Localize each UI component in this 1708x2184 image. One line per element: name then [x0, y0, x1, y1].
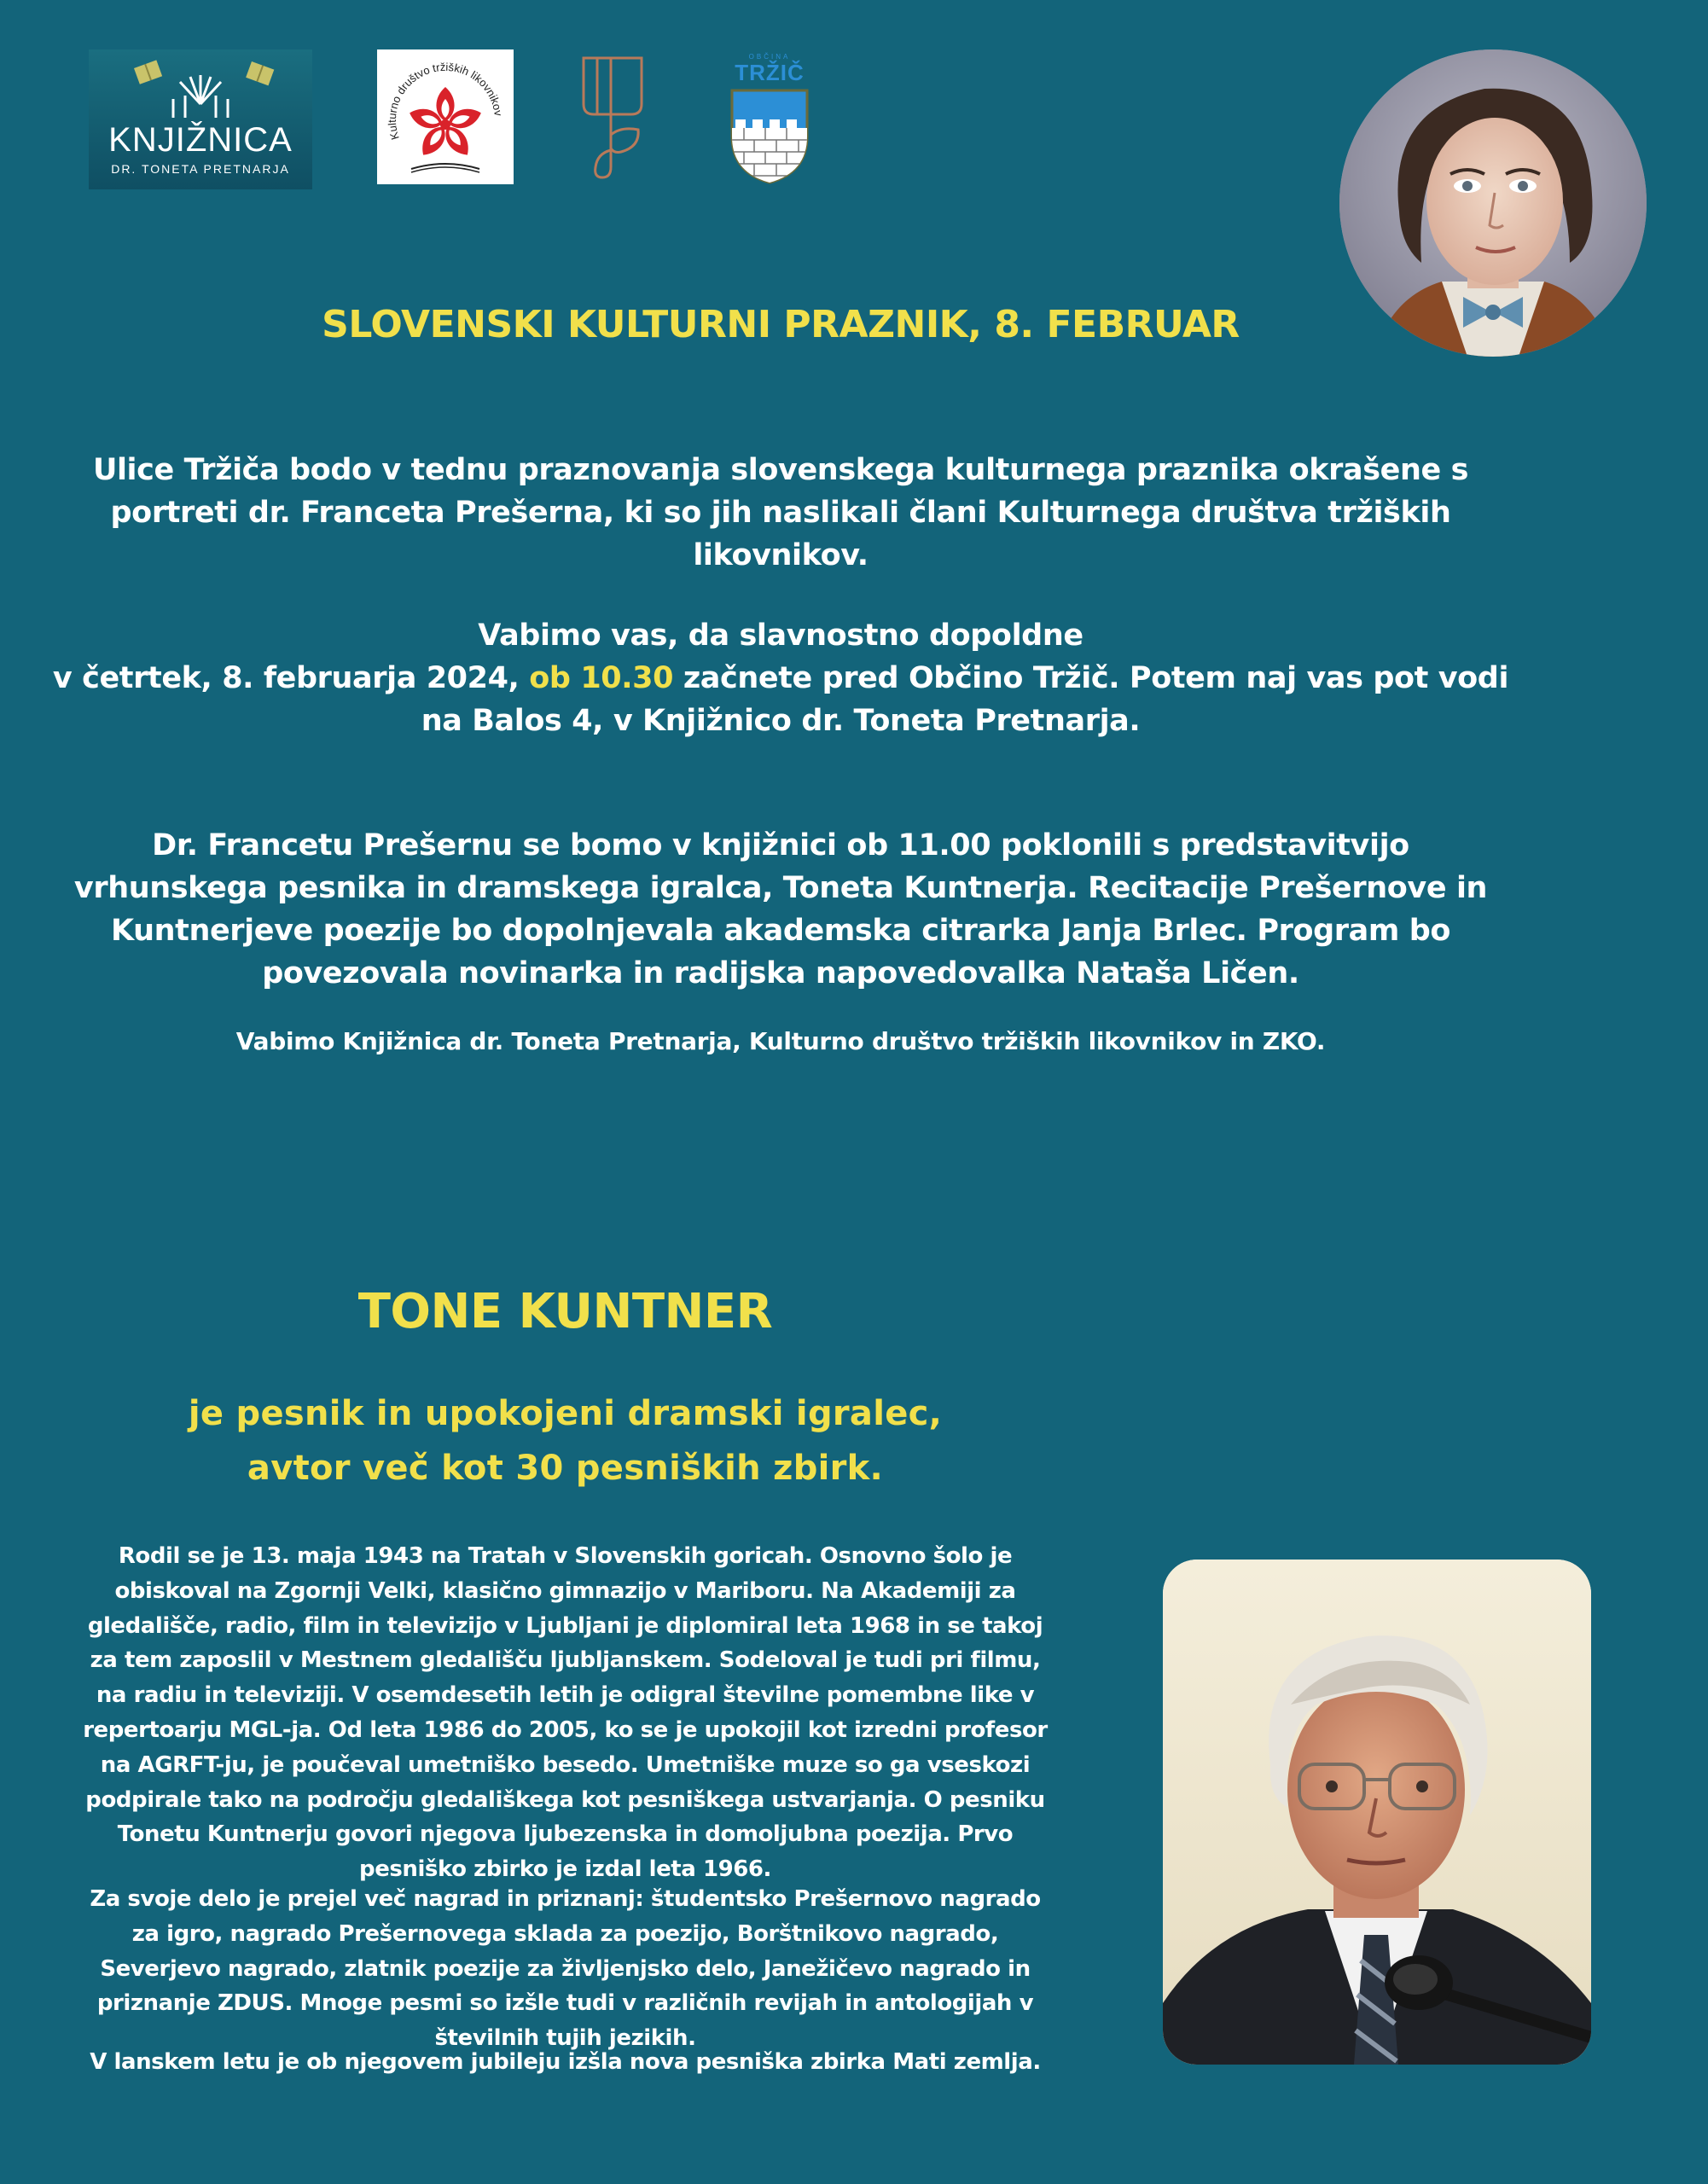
- kd-trziskih-likovnikov-logo: [377, 49, 514, 184]
- kuntner-awards: Za svoje delo je prejel več nagrad in priznanj: študentsko Prešernovo nagrado za igro, nagrado Prešernovega sklada za poezijo, Borštnikovo nagrado, Severjevo nagrado, zlatnik poezije za življenjsko delo, Janežičevo nagrado in priznanje ZDUS. Mnoge pesmi so izšle tudi v različnih revijah in antologijah v številnih tujih jezikih.: [90, 1886, 1041, 2052]
- kuntner-subtitle-line-2: avtor več kot 30 pesniških zbirk.: [247, 1449, 884, 1488]
- kd-logo-ring-text: Kulturno društvo tržiških likovnikov: [385, 60, 505, 142]
- invitation-time-highlight: ob 10.30: [529, 661, 674, 695]
- kuntner-subtitle: [51, 1386, 1079, 1496]
- red-flower-logo-icon: [377, 49, 514, 184]
- knjiznica-logo: [89, 49, 312, 189]
- open-books-icon: [115, 56, 286, 121]
- kuntner-portrait-image: [1163, 1560, 1591, 2065]
- event-program-paragraph: Dr. Francetu Prešernu se bomo v knjižnici ob 11.00 poklonili s predstavitvijo vrhunskega pesnika in dramskega igralca, Toneta Kuntnerja. Recitacije Prešernove in Kuntnerjeve poezije bo dopolnjevala akademska citrarka Janja Brlec. Program bo povezovala novinarka in radijska napovedovalka Nataša Ličen.: [73, 828, 1488, 990]
- event-intro-paragraph: Ulice Tržiča bodo v tednu praznovanja slovenskega kulturnega praznika okrašene s portreti dr. Franceta Prešerna, ki so jih naslikali člani Kulturnega društva tržiških likovnikov.: [92, 453, 1469, 572]
- event-organizers: Vabimo Knjižnica dr. Toneta Pretnarja, Kulturno društvo tržiških likovnikov in ZKO.: [235, 1027, 1326, 1055]
- event-invitation-paragraph: [51, 614, 1510, 742]
- shield-icon: [727, 84, 812, 186]
- kuntner-biography: Rodil se je 13. maja 1943 na Tratah v Slovenskih goricah. Osnovno šolo je obiskoval na Zgornji Velki, klasično gimnazijo v Mariboru. Na Akademiji za gledališče, radio, film in televizijo v Ljubljani je diplomiral leta 1968 in se takoj za tem zaposlil v Mestnem gledališču ljubljanskem. Sodeloval je tudi pri filmu, na radiu in televiziji. V osemdesetih letih je odigral številne pomembne like v repertoarju MGL-ja. Od leta 1986 do 2005, ko se je upokojil kot izredni profesor na AGRFT-ju, je poučeval umetniško besedo. Umetniške muze so ga vseskozi podpirale tako na področju gledališkega kot pesniškega ustvarjanja. O pesniku Tonetu Kuntnerju govori njegova ljubezenska in domoljubna poezija. Prvo pesniško zbirko je izdal leta 1966.: [83, 1543, 1048, 1883]
- trzic-logo-small-text: OBČINA: [748, 53, 791, 61]
- kuntner-title: TONE KUNTNER: [357, 1284, 773, 1339]
- zko-logo: [577, 53, 648, 181]
- kuntner-subtitle-line-1: je pesnik in upokojeni dramski igralec,: [188, 1394, 943, 1433]
- invitation-line-2: [51, 657, 1510, 742]
- invitation-date-text: v četrtek, 8. februarja 2024,: [52, 661, 530, 695]
- kuntner-photo: [1163, 1560, 1591, 2065]
- invitation-line-1: Vabimo vas, da slavnostno dopoldne: [478, 619, 1083, 653]
- zko-mark-icon: [577, 53, 648, 181]
- event-title: SLOVENSKI KULTURNI PRAZNIK, 8. FEBRUAR: [322, 303, 1240, 346]
- knjiznica-logo-title: KNJIŽNICA: [108, 121, 293, 159]
- trzic-logo-name: TRŽIČ: [735, 60, 805, 85]
- trzic-coat-of-arms: [727, 53, 812, 188]
- knjiznica-logo-subtitle: DR. TONETA PRETNARJA: [111, 162, 290, 176]
- invitation-location-text: začnete pred Občino Tržič. Potem naj vas pot vodi na Balos 4, v Knjižnico dr. Toneta Pretnarja.: [421, 661, 1509, 738]
- kuntner-new-collection: V lanskem letu je ob njegovem jubileju izšla nova pesniška zbirka Mati zemlja.: [90, 2049, 1041, 2075]
